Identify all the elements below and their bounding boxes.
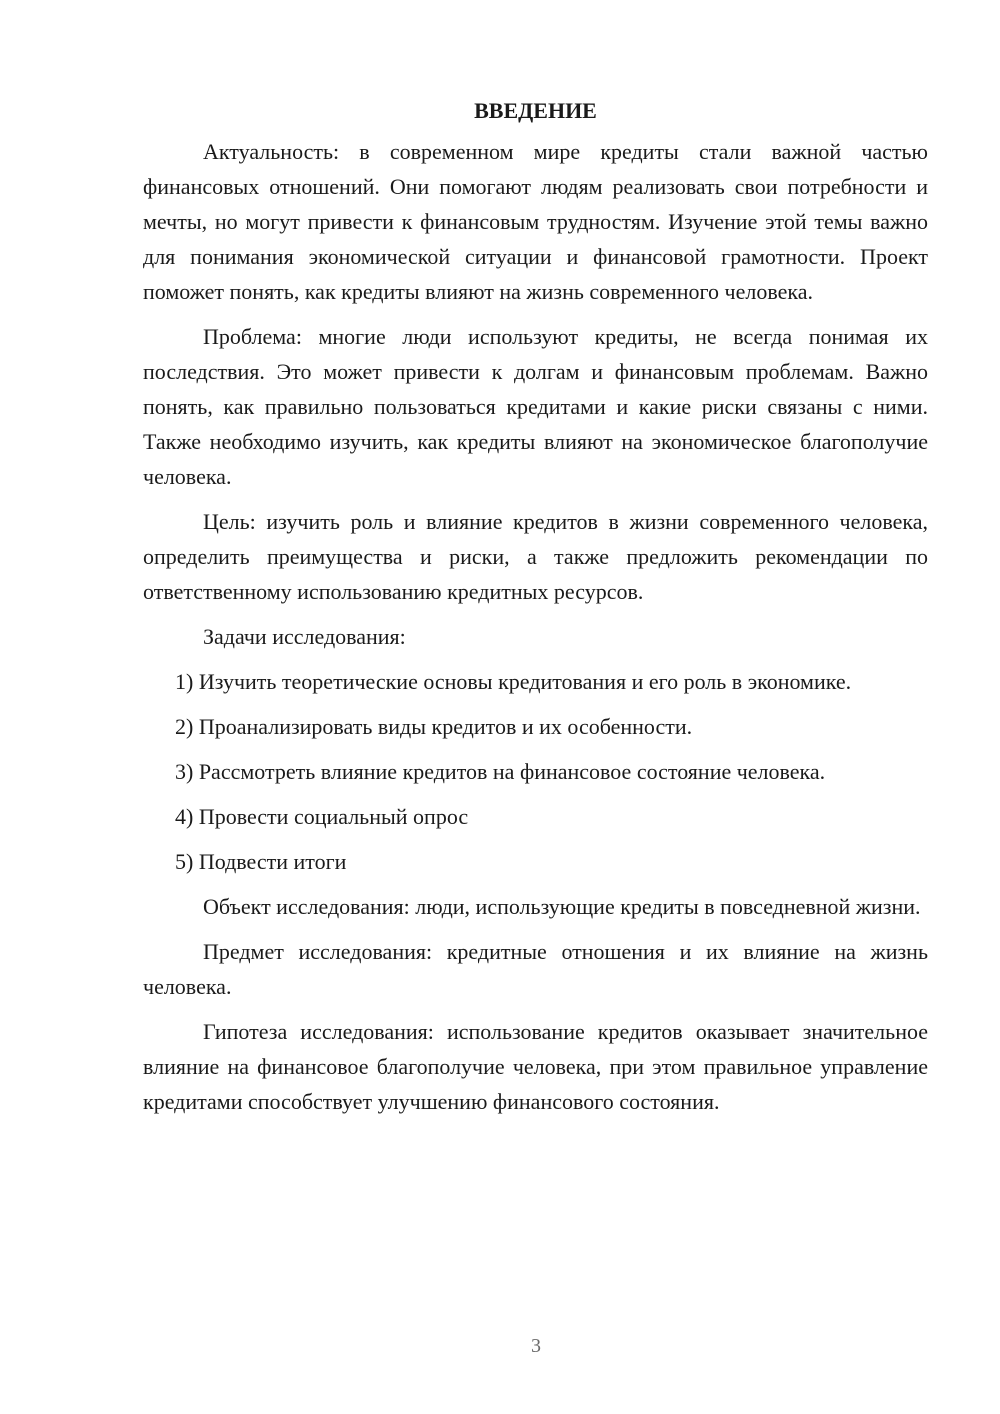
document-body (143, 96, 928, 1129)
task-item-5: 5) Подвести итоги (175, 849, 347, 874)
tasks-heading: Задачи исследования: (203, 624, 406, 649)
section-title: ВВЕДЕНИЕ (474, 98, 597, 123)
page-number: 3 (531, 1335, 541, 1357)
task-item-2: 2) Проанализировать виды кредитов и их особенности. (175, 714, 693, 739)
task-item-3: 3) Рассмотреть влияние кредитов на финансовое состояние человека. (175, 759, 826, 784)
paragraph-hypothesis: Гипотеза исследования: использование кредитов оказывает значительное влияние на финансовое благополучие человека, при этом правильное управление кредитами способствует улучшению финансового состояния. (143, 1019, 928, 1114)
paragraph-relevance: Актуальность: в современном мире кредиты стали важной частью финансовых отношений. Они помогают людям реализовать свои потребности и мечты, но могут привести к финансовым трудностям. Изучение этой темы важно для понимания экономической ситуации и финансовой грамотности. Проект поможет понять, как кредиты влияют на жизнь современного человека. (143, 139, 928, 304)
task-item-1: 1) Изучить теоретические основы кредитования и его роль в экономике. (175, 669, 852, 694)
paragraph-object: Объект исследования: люди, использующие кредиты в повседневной жизни. (203, 894, 921, 919)
paragraph-goal: Цель: изучить роль и влияние кредитов в жизни современного человека, определить преимущества и риски, а также предложить рекомендации по ответственному использованию кредитных ресурсов. (143, 509, 928, 604)
paragraph-subject: Предмет исследования: кредитные отношения и их влияние на жизнь человека. (143, 939, 928, 999)
task-item-4: 4) Провести социальный опрос (175, 804, 469, 829)
paragraph-problem: Проблема: многие люди используют кредиты, не всегда понимая их последствия. Это может привести к долгам и финансовым проблемам. Важно понять, как правильно пользоваться кредитами и какие риски связаны с ними. Также необходимо изучить, как кредиты влияют на экономическое благополучие человека. (143, 324, 928, 489)
